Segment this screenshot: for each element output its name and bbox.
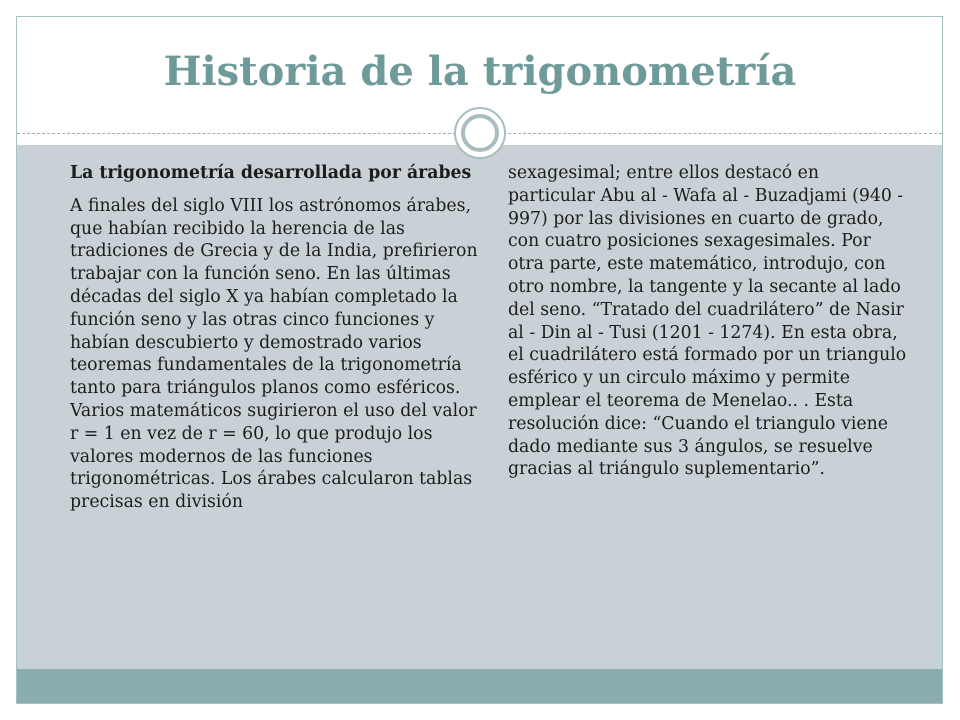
right-text-column bbox=[508, 162, 908, 481]
left-paragraph: A finales del siglo VIII los astrónomos árabes, que habían recibido la herencia de las tradiciones de Grecia y de la India, prefirieron trabajar con la función seno. En las últimas décadas del siglo X ya habían completado la función seno y las otras cinco funciones y habían descubierto y demostrado varios teoremas fundamentales de la trigonometría tanto para triángulos planos como esféricos. Varios matemáticos sugirieron el uso del valor r = 1 en vez de r = 60, lo que produjo los valores modernos de las funciones trigonométricas. Los árabes calcularon tablas precisas en división bbox=[70, 195, 478, 513]
decorative-inner-circle bbox=[461, 114, 499, 152]
left-text-column bbox=[70, 162, 482, 514]
decorative-circle-icon bbox=[454, 107, 506, 159]
slide-title: Historia de la trigonometría bbox=[163, 48, 797, 95]
footer-bar bbox=[17, 669, 942, 703]
section-subheading: La trigonometría desarrollada por árabes bbox=[70, 163, 472, 183]
right-paragraph: sexagesimal; entre ellos destacó en particular Abu al - Wafa al - Buzadjami (940 - 997) por las divisiones en cuarto de grado, con cuatro posiciones sexagesimales. Por otra parte, este matemático, introdujo, con otro nombre, la tangente y la secante al lado del seno. “Tratado del cuadrilátero” de Nasir al - Din al - Tusi (1201 - 1274). En esta obra, el cuadrilátero está formado por un triangulo esférico y un circulo máximo y permite emplear el teorema de Menelao.. . Esta resolución dice: “Cuando el triangulo viene dado mediante sus 3 ángulos, se resuelve gracias al triángulo suplementario”. bbox=[508, 163, 907, 480]
